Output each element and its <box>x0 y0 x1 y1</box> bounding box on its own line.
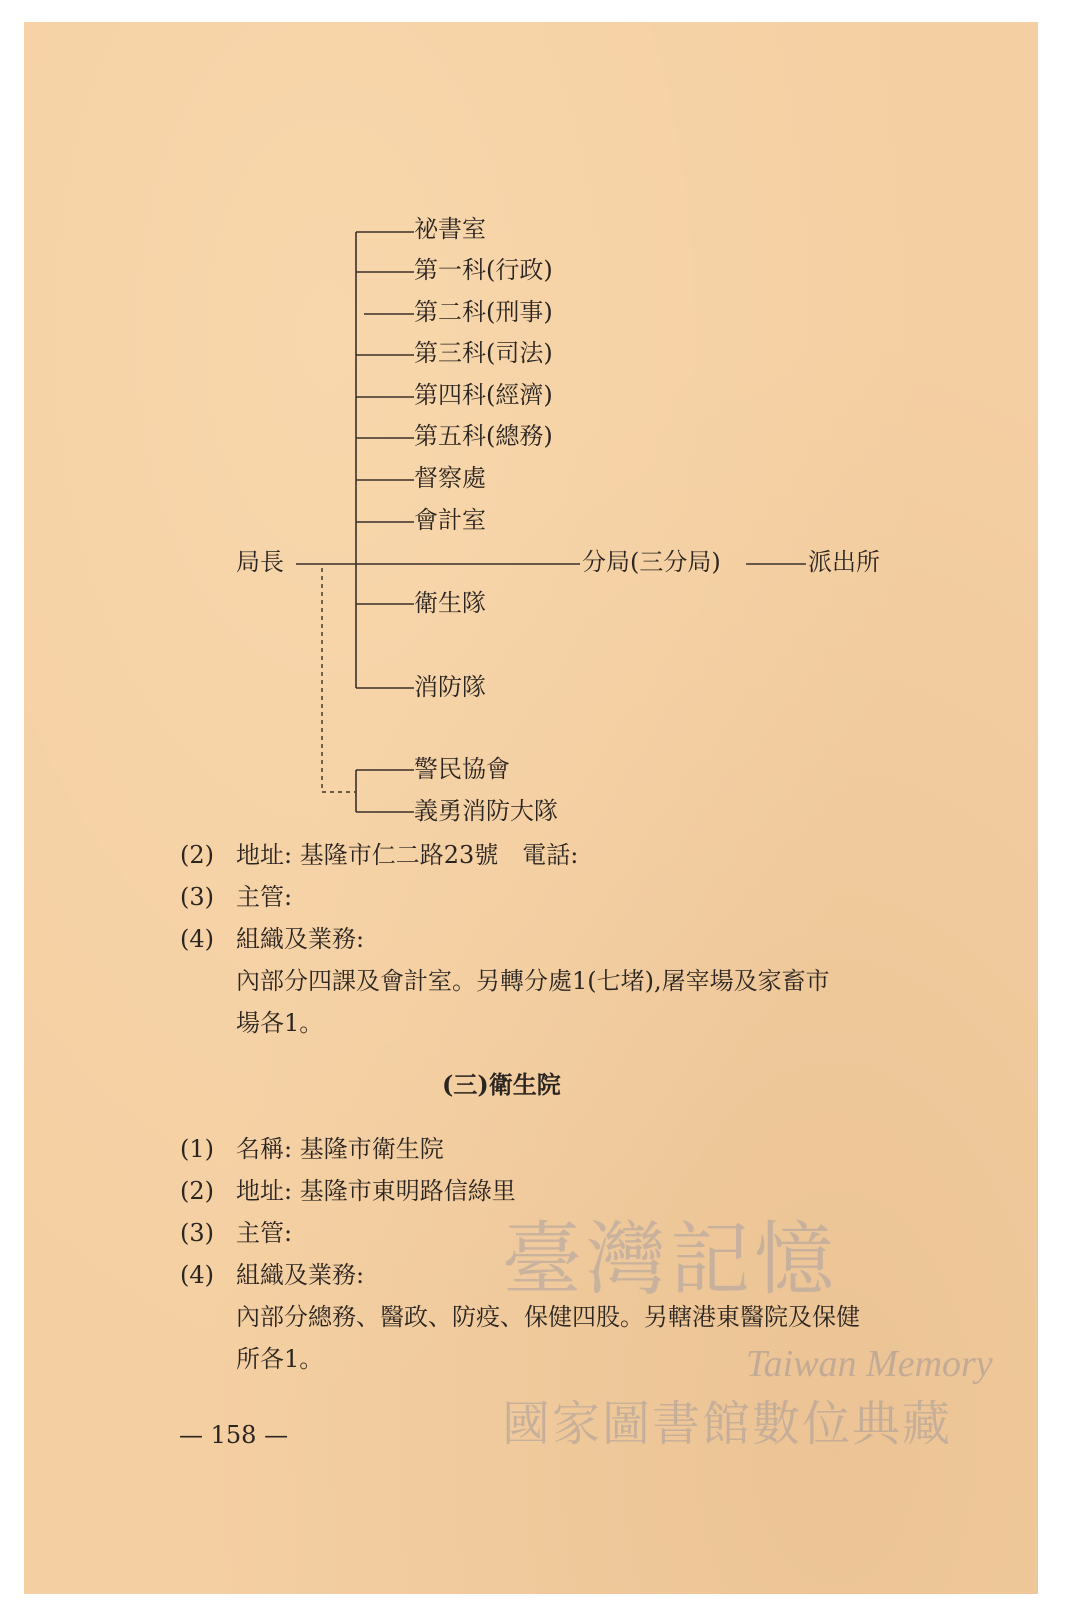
item-number: (1) <box>180 1135 214 1163</box>
unit-section-5: 第五科(總務) <box>414 422 553 450</box>
unit-health-team: 衛生隊 <box>414 589 486 617</box>
health-desc-line-1: 內部分總務、醫政、防疫、保健四股。另轄港東醫院及保健 <box>236 1303 860 1331</box>
unit-police-box: 派出所 <box>808 548 880 576</box>
item-number: (2) <box>180 841 214 869</box>
police-desc-line-1: 內部分四課及會計室。另轉分處1(七堵),屠宰場及家畜市 <box>236 967 830 995</box>
unit-accounting: 會計室 <box>414 506 486 534</box>
unit-branch: 分局(三分局) <box>582 548 721 576</box>
health-desc-line-2: 所各1。 <box>236 1345 324 1373</box>
scanned-page <box>24 22 1038 1594</box>
unit-section-1: 第一科(行政) <box>414 256 553 284</box>
affiliated-police-civil: 警民協會 <box>414 755 510 783</box>
police-organization: 組織及業務: <box>236 925 365 953</box>
item-number: (4) <box>180 925 214 953</box>
health-address: 地址: 基隆市東明路信綠里 <box>236 1177 516 1205</box>
watermark-library: 國家圖書館數位典藏 <box>502 1396 953 1452</box>
item-number: (3) <box>180 1219 214 1247</box>
unit-secretariat: 祕書室 <box>414 215 486 243</box>
item-number: (3) <box>180 883 214 911</box>
police-address: 地址: 基隆市仁二路23號 電話: <box>236 841 579 869</box>
section-title: (三)衛生院 <box>442 1070 561 1099</box>
police-desc-line-2: 場各1。 <box>236 1009 324 1037</box>
watermark-english: Taiwan Memory <box>746 1343 993 1385</box>
police-director: 主管: <box>236 883 293 911</box>
affiliated-volunteer-fire: 義勇消防大隊 <box>414 797 558 825</box>
chart-root: 局長 <box>236 548 284 576</box>
page-number: — 158 — <box>179 1421 289 1449</box>
watermark-chinese: 臺灣記憶 <box>502 1213 838 1306</box>
item-number: (4) <box>180 1261 214 1289</box>
unit-section-3: 第三科(司法) <box>414 339 553 367</box>
health-director: 主管: <box>236 1219 293 1247</box>
unit-section-4: 第四科(經濟) <box>414 381 553 409</box>
health-organization: 組織及業務: <box>236 1261 365 1289</box>
unit-fire-team: 消防隊 <box>414 673 486 701</box>
health-name: 名稱: 基隆市衛生院 <box>236 1135 444 1163</box>
unit-inspection: 督察處 <box>414 464 486 492</box>
unit-section-2: 第二科(刑事) <box>414 298 553 326</box>
item-number: (2) <box>180 1177 214 1205</box>
